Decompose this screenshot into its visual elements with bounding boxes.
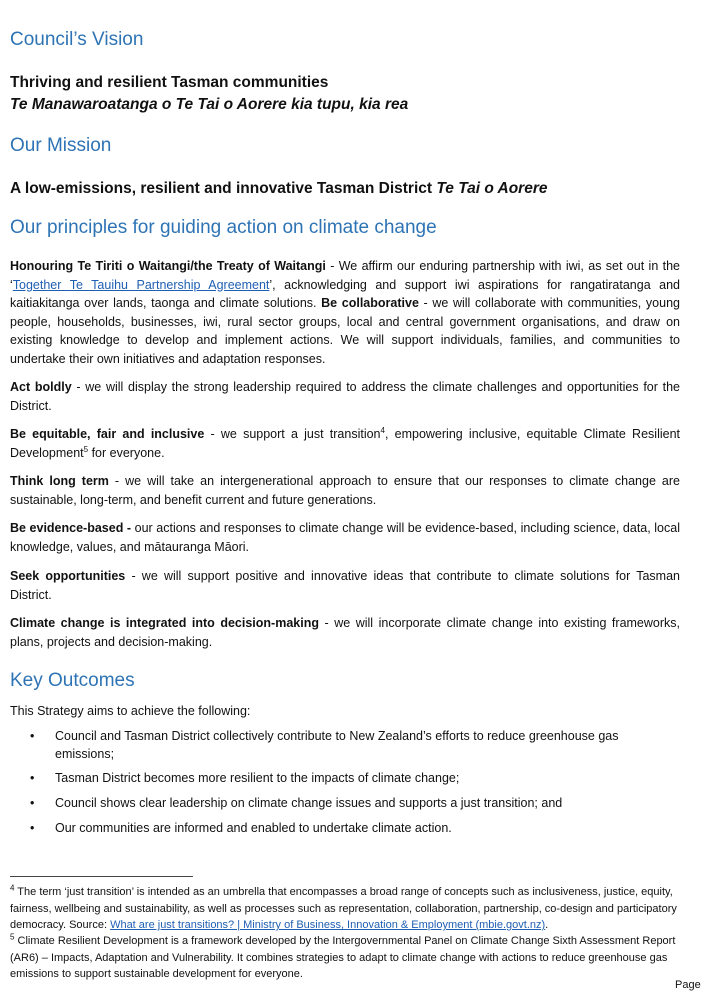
principle-title: Be equitable, fair and inclusive [10, 427, 205, 441]
principle-text: - we will take an intergenerational approach to ensure that our responses to climate change are sustainable, long-term, and benefit current and future generations. [10, 474, 681, 507]
page-number-label: Page [675, 979, 701, 991]
principle-text: our actions and responses to climate change will be evidence-based, including science, data, local knowledge, values, and mātauranga Māori. [10, 521, 680, 554]
vision-statement-maori: Te Manawaroatanga o Te Tai o Aorere kia tupu, kia rea [10, 96, 409, 113]
principle-title: Seek opportunities [10, 569, 126, 583]
principle-title: Climate change is integrated into decision-making [10, 616, 319, 630]
principle-text: for everyone. [88, 445, 165, 460]
principle-title: Honouring Te Tiriti o Waitangi/the Treaty of Waitangi [10, 259, 326, 273]
principle-long-term [10, 472, 680, 509]
principle-text: , empowering inclusive, equitable Climate Resilient Development [10, 427, 680, 460]
outcome-text: Our communities are informed and enabled to undertake climate action. [55, 821, 452, 835]
principle-title: Think long term [10, 474, 109, 488]
footnote-5 [10, 933, 700, 983]
principle-text: - we support a just transition [204, 427, 381, 441]
mission-statement [10, 178, 548, 199]
footnote-text: Climate Resilient Development is a framework developed by the Intergovernmental Panel on Climate Change Sixth Assessment Report (AR6) – Impacts, Adaptation and Vulnerability. It combines strategies to adapt to climate change with actions to reduce greenhouse gas emissions to support sustainable development for everyone. [10, 935, 676, 980]
bullet-icon: • [30, 771, 35, 785]
principle-equitable [10, 425, 680, 462]
principle-evidence-based [10, 519, 680, 556]
outcome-list-item [30, 769, 650, 787]
footnote-ref-5[interactable]: 5 [83, 444, 89, 454]
outcomes-heading: Key Outcomes [10, 670, 135, 691]
outcome-text: Council and Tasman District collectively contribute to New Zealand’s efforts to reduce greenhouse gas emissions; [55, 729, 619, 761]
outcome-list-item [30, 819, 650, 837]
principle-text: - we will collaborate with communities, young people, households, businesses, iwi, rural sector groups, local and central government organisations, and draw on existing knowledge to develop and implement actions. We will support individuals, families, and communities to undertake their own initiatives and adaptation responses. [10, 296, 680, 366]
outcome-text: Council shows clear leadership on climate change issues and supports a just transition; and [55, 796, 563, 810]
principle-title: Act boldly [10, 380, 72, 394]
principle-treaty-collaborative [10, 257, 680, 368]
bullet-icon: • [30, 796, 35, 810]
principle-title: Be collaborative [321, 296, 419, 310]
bullet-icon: • [30, 729, 35, 743]
principle-act-boldly [10, 378, 680, 415]
vision-statement: Thriving and resilient Tasman communities [10, 74, 329, 91]
outcomes-intro: This Strategy aims to achieve the following: [10, 704, 251, 718]
footnote-ref-4[interactable]: 4 [380, 425, 385, 435]
principle-decision-making [10, 614, 680, 651]
outcome-list-item [30, 794, 650, 812]
vision-heading: Council’s Vision [10, 29, 144, 50]
outcome-list-item [30, 727, 650, 763]
bullet-icon: • [30, 821, 35, 835]
outcome-text: Tasman District becomes more resilient to the impacts of climate change; [55, 771, 460, 785]
mission-text-maori: Te Tai o Aorere [436, 180, 548, 197]
mission-text: A low-emissions, resilient and innovative Tasman District [10, 180, 437, 197]
principle-text: - We affirm our enduring partnership with iwi, as set out in the ‘ [10, 259, 680, 292]
footnote-divider [10, 876, 193, 877]
principle-text: - we will support positive and innovative ideas that contribute to climate solutions for Tasman District. [10, 569, 680, 602]
mission-heading: Our Mission [10, 135, 112, 156]
partnership-agreement-link[interactable]: Together Te Tauihu Partnership Agreement [12, 277, 270, 292]
principle-title: Be evidence-based - [10, 521, 132, 535]
principles-heading: Our principles for guiding action on climate change [10, 217, 437, 238]
footnote-number: 5 [10, 932, 15, 942]
footnote-number: 4 [10, 883, 15, 893]
principle-text: - we will incorporate climate change into existing frameworks, plans, projects and decision-making. [10, 616, 680, 649]
footnote-text: The term ‘just transition’ is intended as an umbrella that encompasses a broad range of concepts such as inclusiveness, justice, equity, fairness, wellbeing and sustainability, as well as processes such as representation, collaboration, partnership, co-design and participatory democracy. Source: [10, 886, 677, 931]
principle-opportunities [10, 567, 680, 604]
just-transitions-link[interactable]: What are just transitions? | Ministry of Business, Innovation & Employment (mbie.govt.nz) [110, 919, 546, 931]
principle-text: ’, acknowledging and support iwi aspirations for rangatiratanga and kaitiakitanga over lands, taonga and climate solutions. [10, 277, 681, 310]
footnote-text: . [545, 919, 549, 931]
principle-text: - we will display the strong leadership required to address the climate challenges and opportunities for the District. [10, 380, 680, 413]
footnote-4 [10, 884, 700, 934]
